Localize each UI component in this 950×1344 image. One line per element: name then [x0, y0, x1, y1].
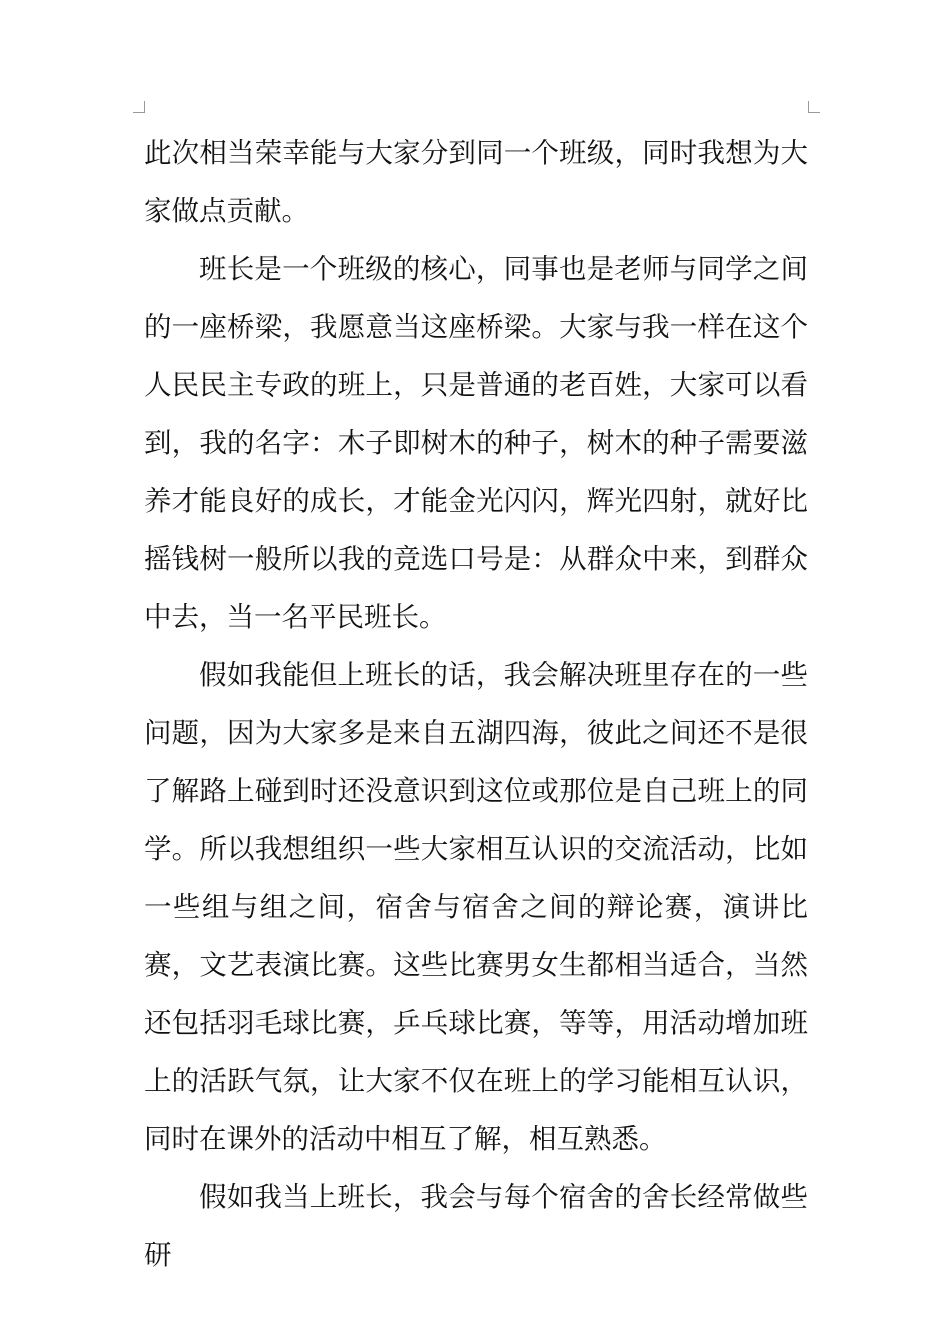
paragraph-3: 假如我能但上班长的话，我会解决班里存在的一些问题，因为大家多是来自五湖四海，彼此之间还不是很了解路上碰到时还没意识到这位或那位是自己班上的同学。所以我想组织一些大家相互认识的交流活动，比如一些组与组之间，宿舍与宿舍之间的辩论赛，演讲比赛，文艺表演比赛。这些比赛男女生都相当适合，当然还包括羽毛球比赛，乒乓球比赛，等等，用活动增加班上的活跃气氛，让大家不仅在班上的学习能相互认识，同时在课外的活动中相互了解，相互熟悉。: [144, 659, 808, 1155]
document-body: [144, 124, 808, 1284]
paragraph-4: 假如我当上班长，我会与每个宿舍的舍长经常做些研: [144, 1181, 808, 1271]
crop-mark-top-left: [133, 101, 145, 113]
crop-mark-top-right: [808, 101, 820, 113]
paragraph-1: 此次相当荣幸能与大家分到同一个班级，同时我想为大家做点贡献。: [144, 137, 808, 227]
paragraph-2: 班长是一个班级的核心，同事也是老师与同学之间的一座桥梁，我愿意当这座桥梁。大家与我一样在这个人民民主专政的班上，只是普通的老百姓，大家可以看到，我的名字：木子即树木的种子，树木的种子需要滋养才能良好的成长，才能金光闪闪，辉光四射，就好比摇钱树一般所以我的竞选口号是：从群众中来，到群众中去，当一名平民班长。: [144, 253, 808, 633]
